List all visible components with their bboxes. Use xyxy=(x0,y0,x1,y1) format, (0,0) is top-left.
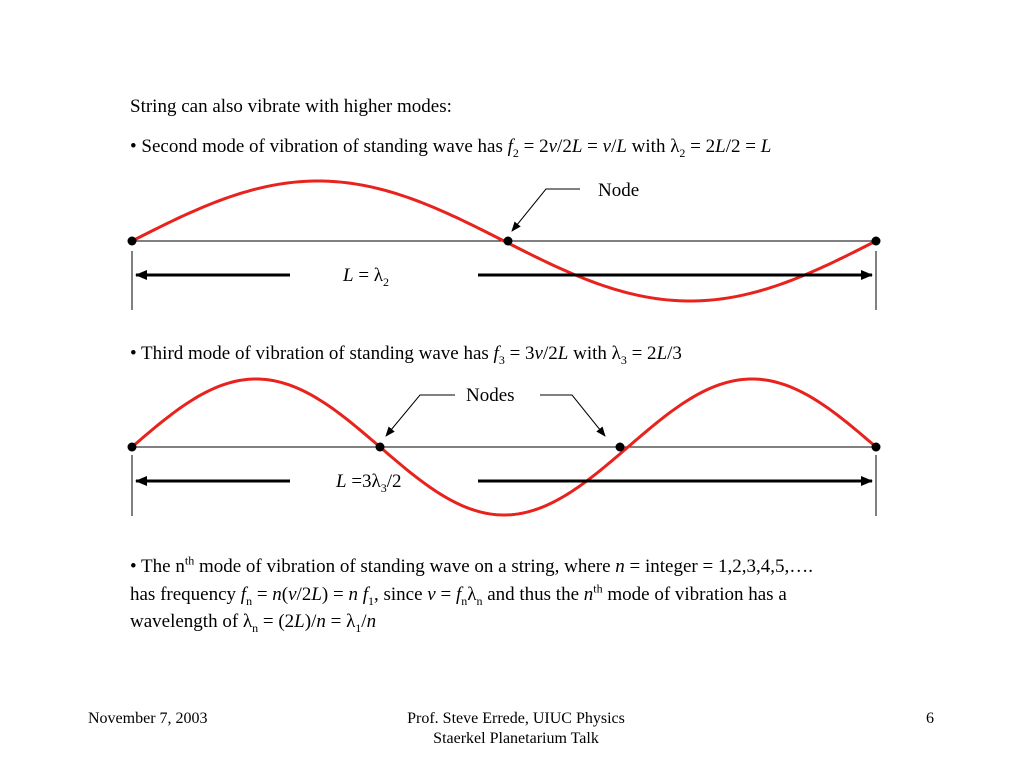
footer-date: November 7, 2003 xyxy=(88,710,208,727)
footer-page-number: 6 xyxy=(926,710,934,727)
mode2-length-label: $L = \lambda_2$ xyxy=(343,265,390,289)
mode3-end-left xyxy=(128,443,137,452)
intro-text: String can also vibrate with higher modes: xyxy=(130,96,452,117)
mode3-node-2 xyxy=(616,443,625,452)
mode3-node-pointer-right xyxy=(540,395,605,436)
mode3-node-1 xyxy=(376,443,385,452)
mode3-length-label: $L =3\lambda_3/2$ xyxy=(336,471,402,495)
mode3-text: • Third mode of vibration of standing wave has $f_3 = 3v/2L$ with $\lambda_3 = 2L/3$ xyxy=(130,343,682,367)
mode2-node-pointer xyxy=(512,189,580,231)
mode2-text: • Second mode of vibration of standing wave has $f_2 = 2v/2L = v/L$ with $\lambda_2 = 2L/2 = L$ xyxy=(130,136,772,160)
mode2-diagram xyxy=(128,181,881,310)
nodes-label: Nodes xyxy=(466,385,515,406)
mode2-end-right xyxy=(872,237,881,246)
modeN-line2: has frequency $f_n = n(v/2L) = n$ $f_1$, since $v = f_n\lambda_n$ and thus the $n^{th}$ mode of vibration has a xyxy=(130,581,787,608)
modeN-line3: wavelength of $\lambda_n = (2L)/n = \lambda_1/n$ xyxy=(130,611,377,635)
mode3-node-pointer-left xyxy=(386,395,455,436)
mode3-end-right xyxy=(872,443,881,452)
mode2-end-left xyxy=(128,237,137,246)
mode2-node-middle xyxy=(504,237,513,246)
modeN-line1: • The $n^{th}$ mode of vibration of standing wave on a string, where n = integer = 1,2,3,4,5,…. xyxy=(130,553,813,577)
footer-author: Prof. Steve Errede, UIUC Physics Staerkel Planetarium Talk xyxy=(407,710,625,747)
node-label: Node xyxy=(598,180,640,201)
